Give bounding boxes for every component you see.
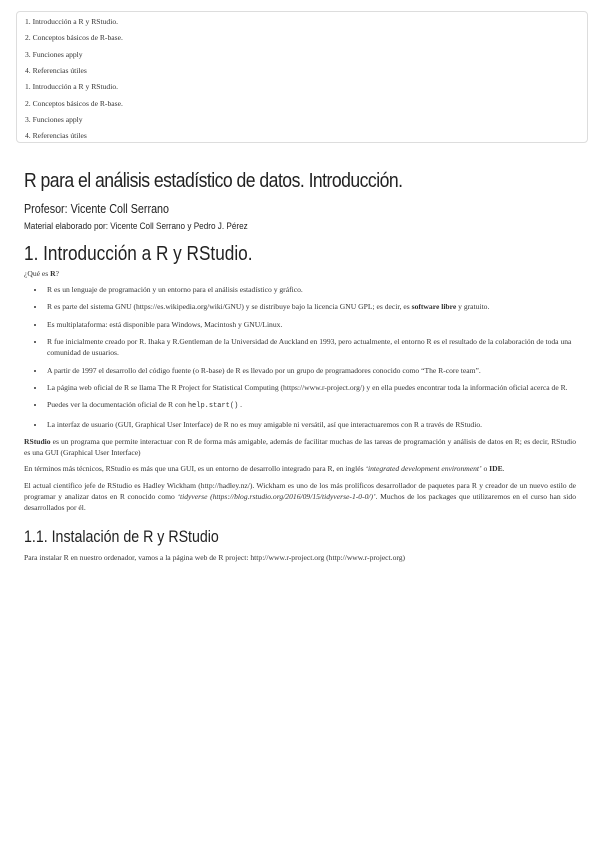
list-item: • R es un lenguaje de programación y un entorno para el análisis estadístico y gráfico. [45,284,576,295]
toc-item-referencias[interactable]: 4. Referencias útiles [25,66,87,75]
list-item: • A partir de 1997 el desarrollo del código fuente (o R-base) de R es llevado por un grupo de programadores conocido como “The R-core team”. [45,365,576,376]
section-heading-installation: 1.1. Instalación de R y RStudio [24,528,219,547]
paragraph-text: es un programa que permite interactuar con R de forma más amigable, además de facilitar muchas de las tareas de programación y análisis de datos en R; es decir, RStudio es una GUI (Graphical User Interface) [24,437,576,458]
paragraph-text: El actual científico jefe de RStudio es Hadley Wickham (http://hadley.nz/). Wickham es uno de los más prolíficos desarrollador de paquetes para R y creador de un nuevo estilo de programar y analizar datos en R conocido como [24,481,576,502]
document-body [24,168,576,563]
material-credits: Material elaborado por: Vicente Coll Serrano y Pedro J. Pérez [24,221,248,232]
rstudio-bold: RStudio [24,437,51,447]
paragraph-text: En términos más técnicos, RStudio es más que una GUI, es un entorno de desarrollo integrado para R, en inglés [24,464,366,474]
toc-item-referencias[interactable]: 4. Referencias útiles [25,131,87,140]
paragraph-text: . [502,464,505,474]
table-of-contents [16,11,588,143]
section-heading-intro: 1. Introducción a R y RStudio. [24,243,253,265]
toc-item-intro[interactable]: 1. Introducción a R y RStudio. [25,82,119,91]
paragraph-text: o [481,464,490,474]
ide-paragraph [24,463,576,474]
list-item-bold: software libre [411,302,457,312]
list-item: • Es multiplataforma: está disponible para Windows, Macintosh y GNU/Linux. [45,319,576,330]
toc-item-conceptos[interactable]: 2. Conceptos básicos de R-base. [25,99,123,108]
question-bold: R [50,269,56,278]
list-item-text: R es parte del sistema GNU (https://es.wikipedia.org/wiki/GNU) y se distribuye bajo la licencia GNU GPL; es decir, es [47,302,412,312]
paragraph-text: . Muchos de los packages que utilizaremos en el curso han sido desarrollados por él. [24,492,576,513]
inline-code: help.start() [187,402,239,411]
list-item-text: Puedes ver la documentación oficial de R con [47,400,188,410]
ide-bold: IDE [489,464,503,474]
tidyverse-link[interactable]: ‘tidyverse (https://blog.rstudio.org/2016/09/15/tidyverse-1-0-0/)’ [177,492,376,502]
question-paragraph [24,268,576,279]
list-item-text: . [238,400,243,410]
question-text: ¿Qué es [24,269,51,278]
paragraph-italic: ‘integrated development environment’ [365,464,482,474]
intro-bullet-list [24,284,576,430]
wickham-paragraph [24,480,576,513]
rstudio-paragraph [24,436,576,458]
question-mark: ? [55,269,60,278]
list-item: • La interfaz de usuario (GUI, Graphical User Interface) de R no es muy amigable ni versátil, así que interactuaremos con R a través de RStudio. [45,419,576,430]
toc-item-conceptos[interactable]: 2. Conceptos básicos de R-base. [25,33,123,42]
list-item-text: y gratuito. [456,302,490,312]
list-item: • La página web oficial de R se llama The R Project for Statistical Computing (https://www.r-project.org/) y en ella puedes encontrar toda la información oficial acerca de R. [45,382,576,393]
author: Profesor: Vicente Coll Serrano [24,202,170,216]
list-item [45,301,576,312]
toc-item-apply[interactable]: 3. Funciones apply [25,50,83,59]
page-title: R para el análisis estadístico de datos. Introducción. [24,170,403,192]
list-item: • R fue inicialmente creado por R. Ihaka y R.Gentleman de la Universidad de Auckland en 1993, pero actualmente, el entorno R es el resultado de la colaboración de toda una comunidad de usuarios. [45,336,576,358]
installation-paragraph: Para instalar R en nuestro ordenador, vamos a la página web de R project: http://www.r-project.org (http://www.r-project.org) [24,553,406,563]
toc-item-apply[interactable]: 3. Funciones apply [25,115,83,124]
toc-item-intro[interactable]: 1. Introducción a R y RStudio. [25,17,119,26]
list-item [45,399,576,412]
